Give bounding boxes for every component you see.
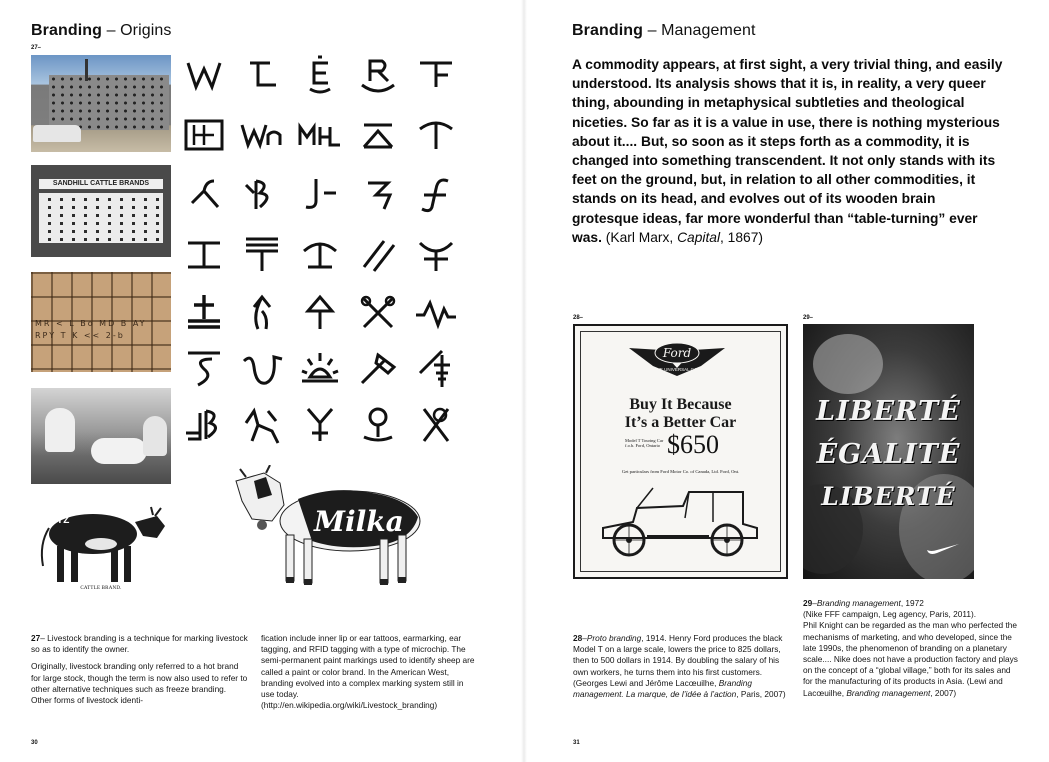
model-t-car-drawing: [593, 478, 765, 560]
brand-glyph: [238, 291, 286, 335]
caption-28: 28–Proto branding, 1914. Henry Ford produces the black Model T on a large scale, lowers the price to 825 dollars, then to 500 dollars in 1914. By doubling the salary of his own workers, he turns them into his first customers. (Georges Lewi and Jérôme Lacœuilhe, Branding management. La marque, de l’idée à l’action, Paris, 2007): [573, 633, 786, 700]
brand-glyph: [354, 233, 402, 277]
nike-liberte-poster: [803, 324, 974, 579]
caption-27-col2: fication include inner lip or ear tattoos, earmarking, ear tagging, and RFID tagging with a type of microchip. The semi-permanent paint markings used to identify sheep are called a paint or color brand. In the American West, branding evolved into a complex marking system still in use today. (http://en.wikipedia.org/wiki/Livestock_branding): [261, 633, 479, 711]
brand-glyph: [180, 113, 228, 157]
brand-glyph: [354, 347, 402, 391]
brand-glyph: [238, 403, 286, 447]
photo-brand-tiles: [31, 272, 171, 372]
milka-logo-text: Milka: [314, 505, 404, 538]
page-title-management: Branding – Management: [572, 22, 756, 39]
brand-glyph: [238, 113, 286, 157]
brand-glyph: [354, 403, 402, 447]
caption-27-col1: 27– Livestock branding is a technique for marking livestock so as to identify the owner. Originally, livestock branding only referred to a hot brand for large stock, though the term is now also used to refer to other alternative techniques such as freeze branding. Other forms of livestock identi-: [31, 633, 248, 706]
brand-glyph: [354, 291, 402, 335]
ford-script-logo: Ford: [662, 346, 692, 360]
brand-glyph: [412, 403, 460, 447]
right-page: [524, 0, 1049, 762]
brand-glyph: [180, 403, 228, 447]
ford-fine-print: Get particulars from Ford Motor Co. of Canada, Ltd. Ford, Ont.: [621, 469, 740, 474]
tile-brand-text: MR < L Bo MD B AY RPY T K << 2-b: [35, 319, 147, 340]
brand-glyph: [354, 173, 402, 217]
photo-branding-ranchers: [31, 388, 171, 484]
brand-glyph: [296, 53, 344, 97]
brand-glyph: [354, 53, 402, 97]
brand-glyph: [412, 113, 460, 157]
ford-tagline: THE UNIVERSAL CAR: [653, 367, 701, 372]
page-number-right: 31: [573, 740, 580, 746]
brand-glyph: [296, 173, 344, 217]
brand-glyph: [180, 53, 228, 97]
ford-model-detail: Model T Touring Car f.o.b. Ford, Ontario: [625, 438, 664, 448]
quote-citation: (Karl Marx, Capital, 1867): [605, 229, 763, 245]
poster-word-liberte: LIBERTÉ: [816, 396, 961, 427]
nike-swoosh-icon: [925, 542, 961, 556]
brand-glyph: [412, 347, 460, 391]
brand-glyph: [412, 173, 460, 217]
ford-model-t-ad: [573, 324, 788, 579]
brand-glyph: [238, 53, 286, 97]
figure-label-29: 29–: [803, 315, 814, 321]
marx-quote: A commodity appears, at first sight, a very trivial thing, and easily understood. Its analysis shows that it is, in reality, a very queer thing, abounding in metaphysical subtleties and theological niceties. So far as it is a value in use, there is nothing mysterious about it.... But, so soon as it steps forth as a commodity, it is changed into something transcendent. It not only stands with its feet on the ground, but, in relation to all other commodities, it stands on its head, and evolves out of its wooden brain grotesque ideas, far more wonderful than “table-turning” ever was. (Karl Marx, Capital, 1867): [572, 57, 1003, 245]
brand-glyph: [238, 347, 286, 391]
cattle-brand-letters: JYZ: [51, 515, 70, 526]
photo-brand-billboard: [31, 55, 171, 152]
figure-label-27: 27–: [31, 45, 42, 51]
photo-sandhill-sign: [31, 165, 171, 257]
brand-glyph: [412, 53, 460, 97]
brand-glyph: [180, 173, 228, 217]
brand-glyph: [180, 233, 228, 277]
page-number-left: 30: [31, 740, 38, 746]
brand-glyph: [296, 233, 344, 277]
page-title-origins: Branding – Origins: [31, 22, 172, 39]
brand-glyph: [180, 291, 228, 335]
cattle-brand-caption: CATTLE BRAND.: [80, 586, 122, 591]
caption-29: 29–Branding management, 1972 (Nike FFF campaign, Leg agency, Paris, 2011). Phil Knight can be regarded as the man who perfected the mechanisms of marketing, and who developed, since the late 1990s, the phenomenon of branding on a planetary scale.... Nike does not have a production factory and plays on the concept of a “global village,” both for its sales and for the manufacturing of its products in Asia. (Lewi and Lacœuilhe, Branding management, 2007): [803, 598, 1018, 698]
brand-glyph: [412, 233, 460, 277]
brand-glyph: [238, 233, 286, 277]
poster-word-liberte-2: LIBERTÉ: [821, 482, 956, 511]
sign-heading: SANDHILL CATTLE BRANDS: [39, 179, 163, 189]
left-page: [0, 0, 524, 762]
brand-glyph: [180, 347, 228, 391]
brand-glyph: [296, 291, 344, 335]
brand-glyph: [238, 173, 286, 217]
brand-glyph: [412, 291, 460, 335]
brand-glyph: [296, 113, 344, 157]
ford-price: $650: [667, 430, 719, 459]
ford-headline: Buy It Because It’s a Better Car: [624, 396, 737, 431]
cattle-brand-illustration: [31, 496, 171, 596]
milka-cow-illustration: [232, 465, 430, 593]
figure-label-28: 28–: [573, 315, 584, 321]
ford-winged-emblem: [627, 338, 727, 380]
brand-glyph: [296, 403, 344, 447]
brand-glyph: [354, 113, 402, 157]
wikipedia-url: (http://en.wikipedia.org/wiki/Livestock_branding): [261, 700, 438, 711]
poster-word-egalite: ÉGALITÉ: [816, 439, 961, 470]
brand-glyph: [296, 347, 344, 391]
